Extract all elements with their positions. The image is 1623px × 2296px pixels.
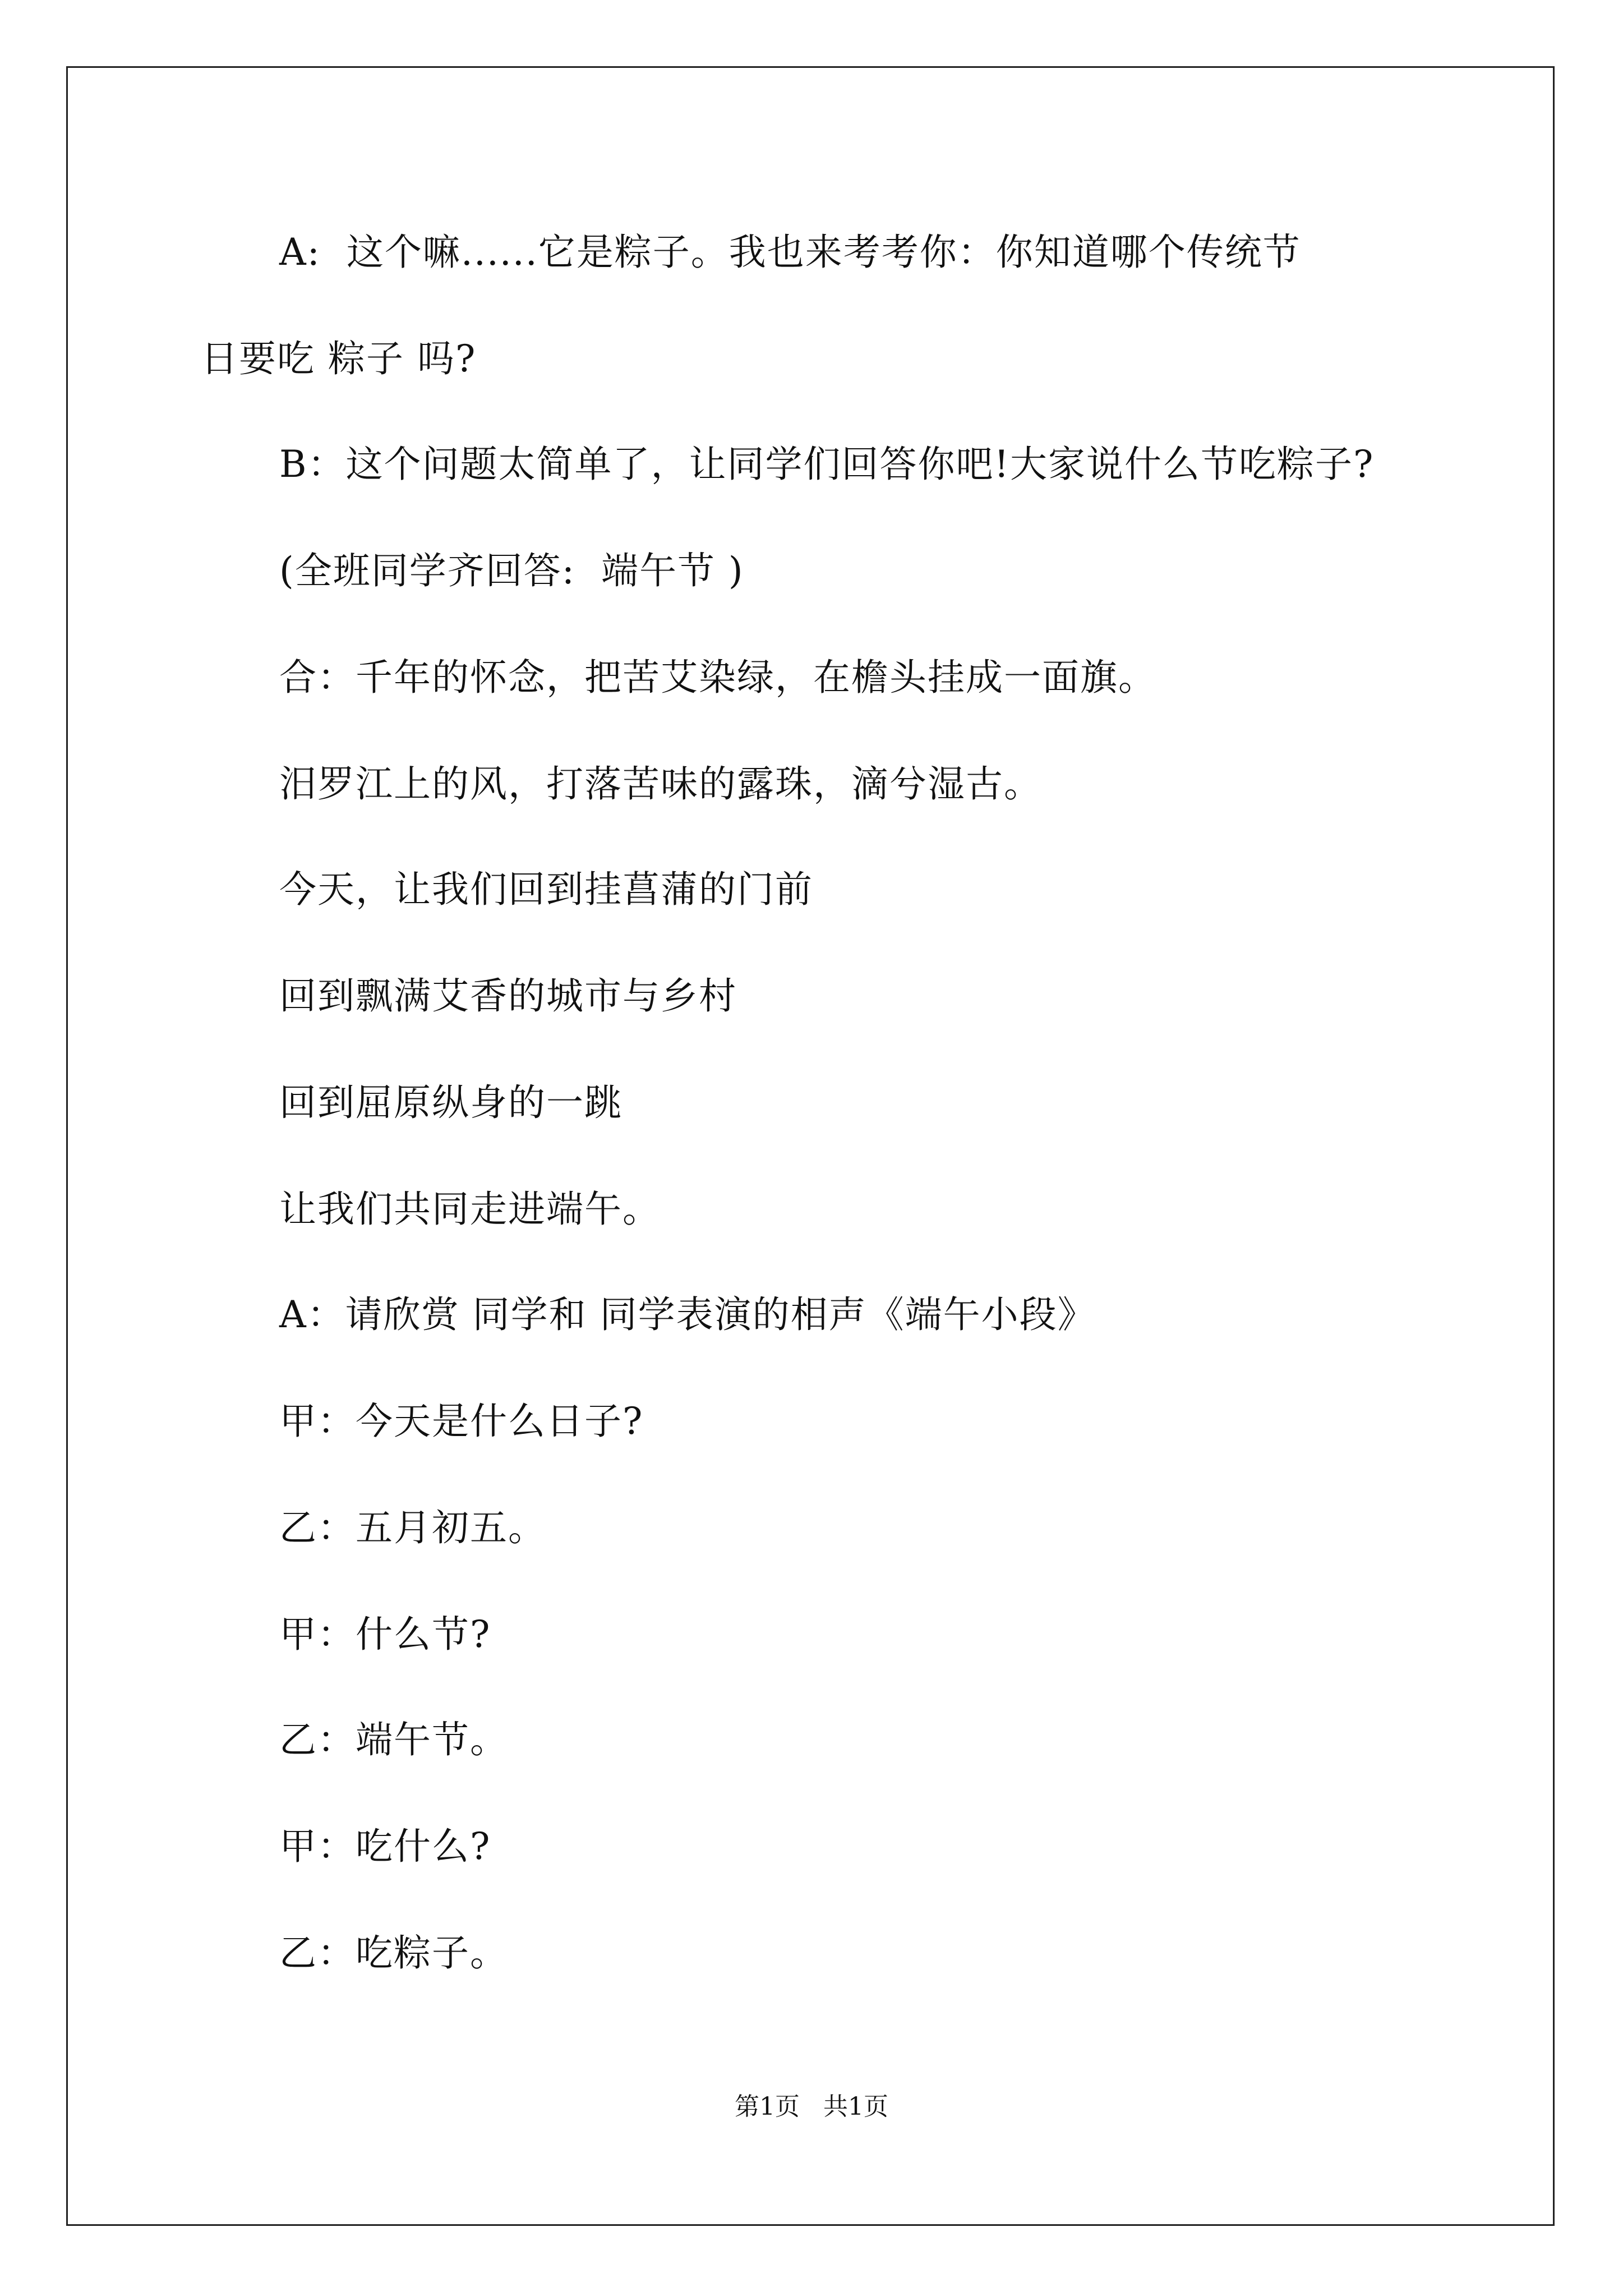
text-line: 乙：五月初五。 xyxy=(279,1506,546,1549)
text-line: 甲：什么节? xyxy=(279,1613,491,1656)
page-border xyxy=(66,66,1555,2226)
text-line: 日要吃 粽子 吗? xyxy=(201,337,477,380)
text-line: (全班同学齐回答: 端午节 ) xyxy=(279,549,744,592)
text-line: 汨罗江上的风，打落苦味的露珠，滴兮湿古。 xyxy=(279,762,1042,806)
text-line: B：这个问题太简单了，让同学们回答你吧!大家说什么节吃粽子? xyxy=(279,443,1375,486)
text-line: 乙：端午节。 xyxy=(279,1718,508,1761)
text-line: A：请欣赏 同学和 同学表演的相声《端午小段》 xyxy=(279,1293,1096,1336)
text-line: 回到飘满艾香的城市与乡村 xyxy=(279,974,737,1018)
text-line: A: 这个嘛......它是粽子。我也来考考你：你知道哪个传统节 xyxy=(279,231,1301,274)
text-line: 让我们共同走进端午。 xyxy=(279,1188,661,1231)
text-line: 甲：今天是什么日子? xyxy=(279,1400,644,1443)
text-line: 甲：吃什么? xyxy=(279,1825,491,1868)
text-line: 合：千年的怀念，把苦艾染绿，在檐头挂成一面旗。 xyxy=(279,656,1156,699)
text-line: 今天，让我们回到挂菖蒲的门前 xyxy=(279,868,813,911)
text-line: 乙：吃粽子。 xyxy=(279,1931,508,1975)
text-line: 回到屈原纵身的一跳 xyxy=(279,1081,623,1124)
page-number-footer: 第1页 共1页 xyxy=(735,2092,888,2121)
